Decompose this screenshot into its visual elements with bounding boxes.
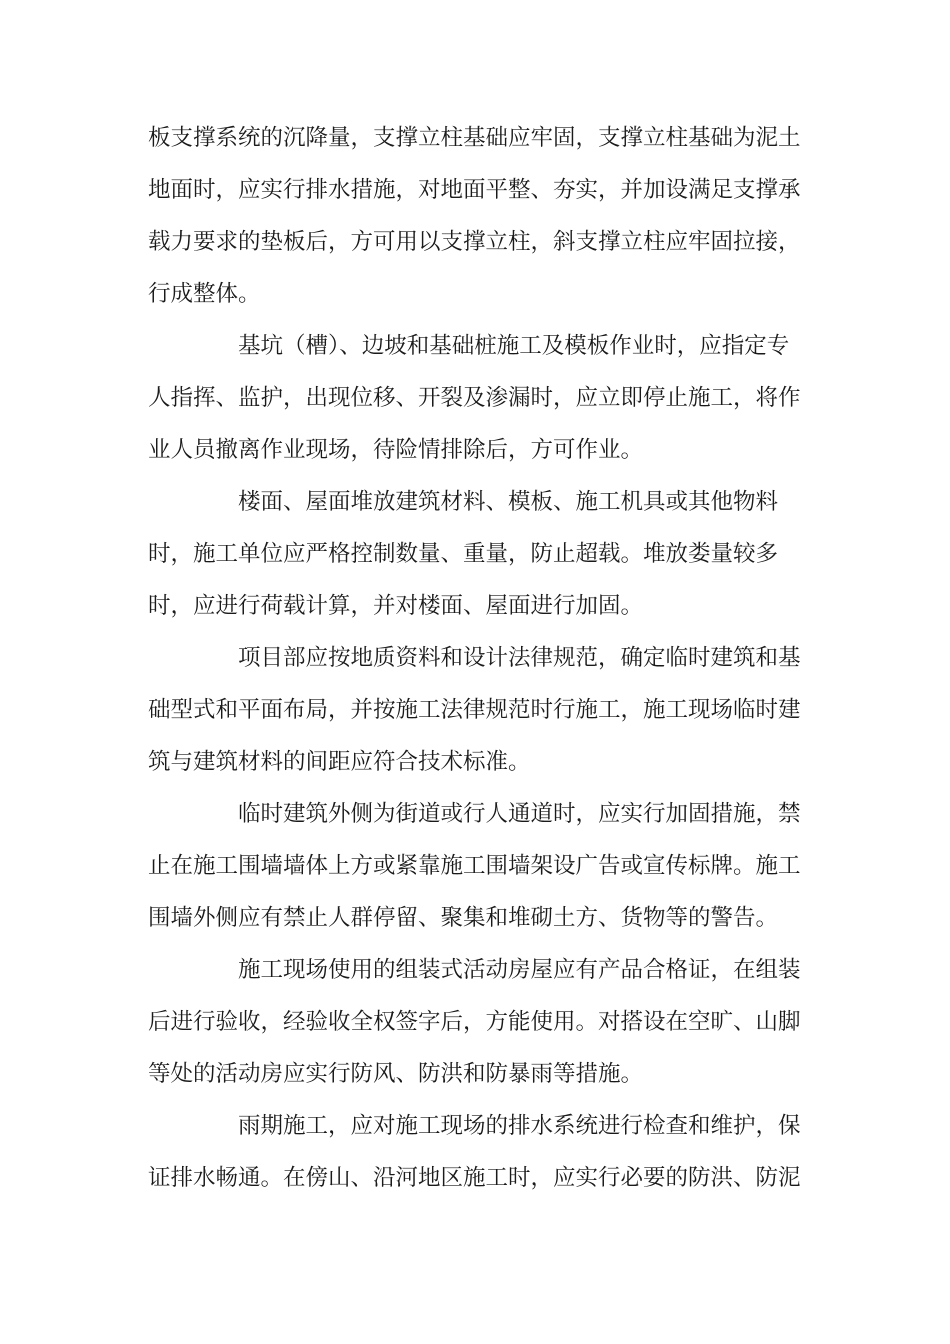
text-line: 施工现场使用的组装式活动房屋应有产品合格证，在组装 (148, 957, 801, 983)
text-line: 人指挥、监护，出现位移、开裂及渗漏时，应立即停止施工，将作 (148, 385, 801, 411)
text-line: 载力要求的垫板后，方可用以支撑立柱，斜支撑立柱应牢固拉接， (148, 229, 801, 255)
body-text (148, 118, 808, 1210)
text-line: 雨期施工，应对施工现场的排水系统进行检查和维护，保 (148, 1113, 801, 1139)
text-line: 地面时，应实行排水措施，对地面平整、夯实，并加设满足支撑承 (148, 177, 801, 203)
text-line: 等处的活动房应实行防风、防洪和防暴雨等措施。 (148, 1061, 644, 1087)
text-line: 项目部应按地质资料和设计法律规范，确定临时建筑和基 (148, 645, 801, 671)
text-line: 时，应进行荷载计算，并对楼面、屋面进行加固。 (148, 593, 644, 619)
text-line: 板支撑系统的沉降量，支撑立柱基础应牢固，支撑立柱基础为泥土 (148, 125, 801, 151)
text-line: 行成整体。 (148, 281, 261, 307)
text-line: 围墙外侧应有禁止人群停留、聚集和堆砌土方、货物等的警告。 (148, 905, 779, 931)
text-line: 临时建筑外侧为街道或行人通道时，应实行加固措施，禁 (148, 801, 801, 827)
text-line: 业人员撤离作业现场，待险情排除后，方可作业。 (148, 437, 644, 463)
text-line: 止在施工围墙墙体上方或紧靠施工围墙架设广告或宣传标牌。施工 (148, 853, 801, 879)
text-line: 础型式和平面布局，并按施工法律规范时行施工，施工现场临时建 (148, 697, 801, 723)
text-line: 证排水畅通。在傍山、沿河地区施工时，应实行必要的防洪、防泥 (148, 1165, 801, 1191)
text-line: 筑与建筑材料的间距应符合技术标准。 (148, 749, 531, 775)
text-line: 时，施工单位应严格控制数量、重量，防止超载。堆放娄量较多 (148, 541, 779, 567)
text-line: 后进行验收，经验收全权签字后，方能使用。对搭设在空旷、山脚 (148, 1009, 801, 1035)
text-line: 楼面、屋面堆放建筑材料、模板、施工机具或其他物料 (148, 489, 779, 515)
text-line: 基坑（槽）、边坡和基础桩施工及模板作业时，应指定专 (148, 333, 790, 359)
